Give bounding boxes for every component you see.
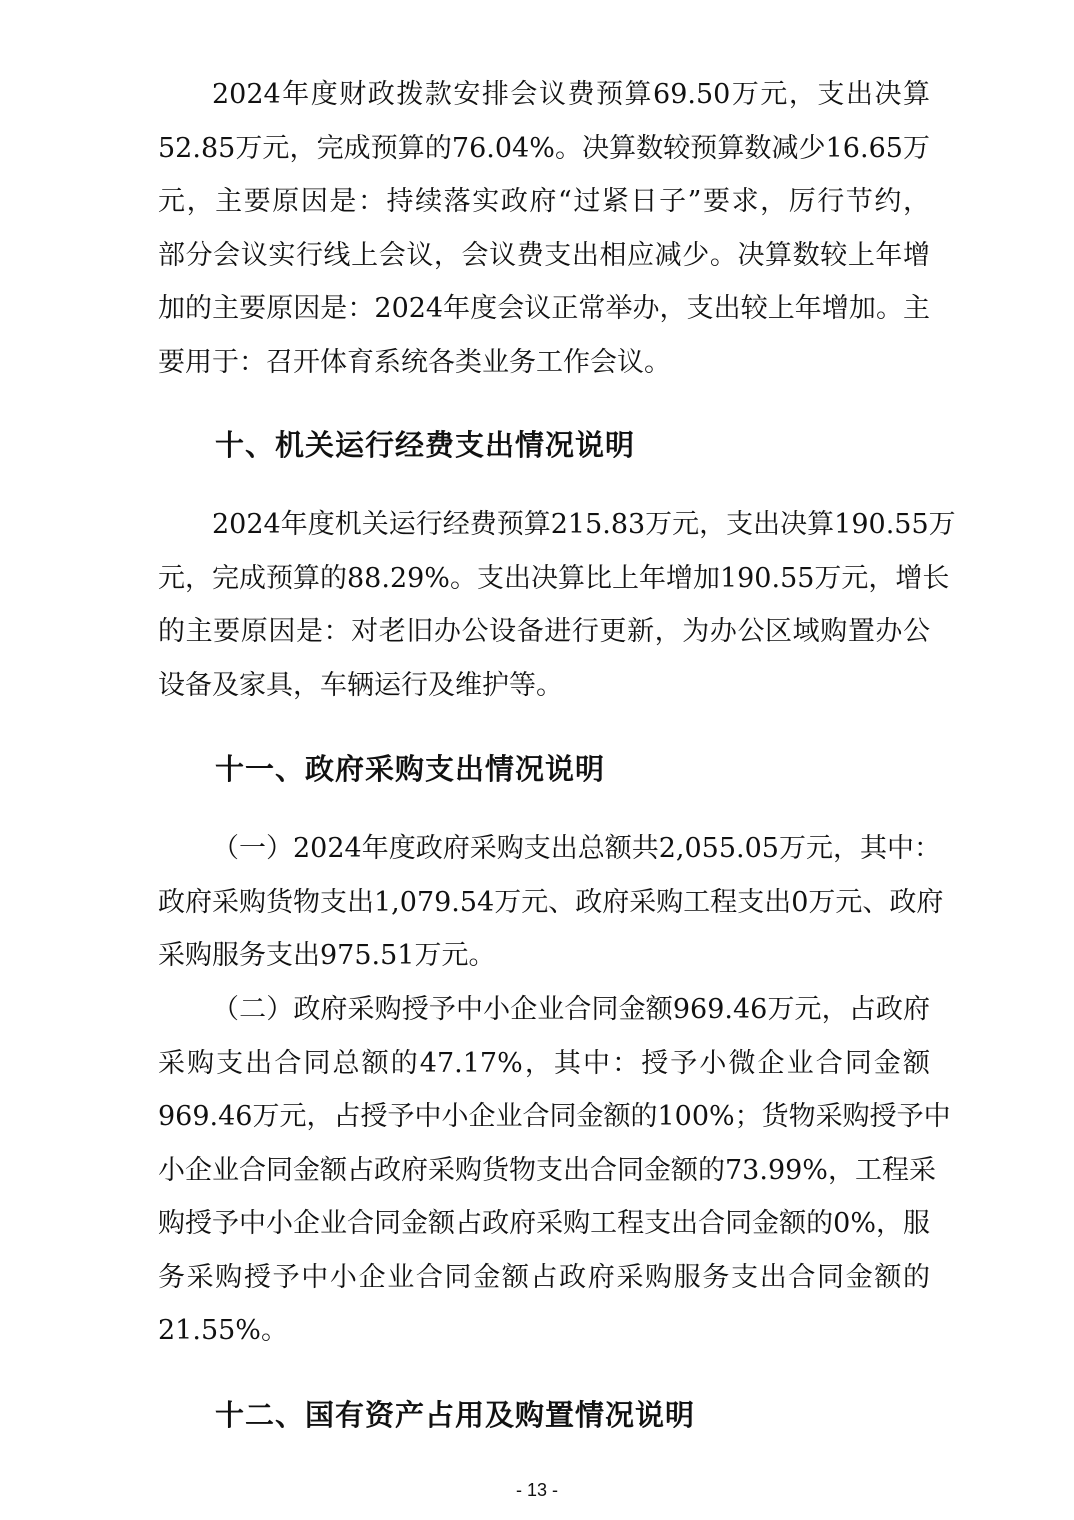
text-line: 元，完成预算的88.29%。支出决算比上年增加190.55万元，增长 xyxy=(158,562,950,594)
section-heading-12: 十二、国有资产占用及购置情况说明 xyxy=(215,1398,696,1432)
text-line: 设备及家具，车辆运行及维护等。 xyxy=(158,669,563,701)
text-line: 要用于：召开体育系统各类业务工作会议。 xyxy=(158,346,671,378)
text-line: （二）政府采购授予中小企业合同金额969.46万元，占政府 xyxy=(212,994,930,1025)
text-line: 的主要原因是：对老旧办公设备进行更新，为办公区域购置办公 xyxy=(158,616,930,647)
paragraph-sme-contracts xyxy=(158,983,951,1358)
paragraph-procurement-total xyxy=(158,822,944,983)
text-line: 52.85万元，完成预算的76.04%。决算数较预算数减少16.65万 xyxy=(158,132,930,164)
text-line: 2024年度机关运行经费预算215.83万元，支出决算190.55万 xyxy=(212,509,956,540)
text-line: （一）2024年度政府采购支出总额共2,055.05万元，其中： xyxy=(212,833,941,864)
text-line: 小企业合同金额占政府采购货物支出合同金额的73.99%，工程采 xyxy=(158,1154,936,1186)
text-line: 采购支出合同总额的47.17%，其中：授予小微企业合同金额 xyxy=(158,1047,930,1079)
page-number: - 13 - xyxy=(515,1480,558,1500)
paragraph-operating-expenses xyxy=(158,498,956,712)
text-line: 加的主要原因是：2024年度会议正常举办，支出较上年增加。主 xyxy=(158,293,930,324)
text-line: 采购服务支出975.51万元。 xyxy=(158,940,496,971)
text-line: 部分会议实行线上会议，会议费支出相应减少。决算数较上年增 xyxy=(158,239,930,271)
section-heading-11: 十一、政府采购支出情况说明 xyxy=(215,752,606,786)
text-line: 21.55%。 xyxy=(158,1315,288,1346)
text-line: 元，主要原因是：持续落实政府“过紧日子”要求，厉行节约， xyxy=(158,186,930,217)
text-line: 购授予中小企业合同金额占政府采购工程支出合同金额的0%，服 xyxy=(158,1208,930,1239)
paragraph-meeting-fees xyxy=(158,68,930,389)
text-line: 2024年度财政拨款安排会议费预算69.50万元，支出决算 xyxy=(212,79,930,110)
text-line: 969.46万元，占授予中小企业合同金额的100%；货物采购授予中 xyxy=(158,1101,951,1132)
section-heading-10: 十、机关运行经费支出情况说明 xyxy=(215,428,636,462)
text-line: 务采购授予中小企业合同金额占政府采购服务支出合同金额的 xyxy=(158,1261,930,1293)
text-line: 政府采购货物支出1,079.54万元、政府采购工程支出0万元、政府 xyxy=(158,886,944,918)
